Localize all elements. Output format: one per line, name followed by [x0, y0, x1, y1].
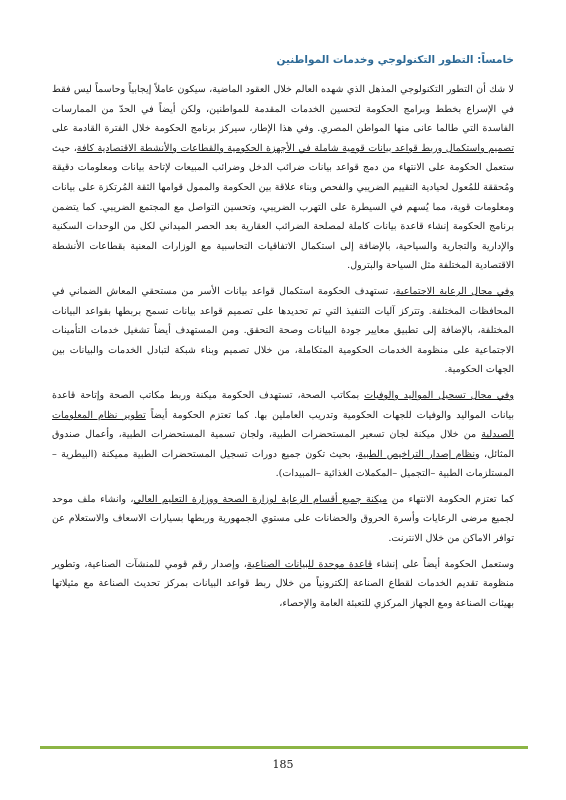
page-number: 185 — [272, 758, 294, 771]
paragraph-text: ، بحيث تكون جميع دورات تسجيل المستحضرات الطبية مميكنة (البيطرية –المستلزمات الطبية –التجميل –المكملات الغذائية –المبيدات). — [52, 448, 514, 480]
underlined-phrase: وفي مجال تسجيل المواليد والوفيات — [364, 389, 514, 401]
section-heading: خامساً: التطور التكنولوجي وخدمات المواطنين — [276, 54, 514, 66]
paragraph-text: وستعمل الحكومة أيضاً على إنشاء — [372, 558, 514, 570]
underlined-phrase: تطوير نظام المعلومات الصيدلية — [52, 409, 514, 441]
underlined-phrase: نظام إصدار التراخيص الطبية — [358, 448, 476, 460]
paragraph-text: ، حيث ستعمل الحكومة على الانتهاء من دمج قواعد بيانات ضرائب الدخل وضرائب المبيعات لإتاحة بيانات ومعلومات دقيقة ومُحققة للمُعول لحيادية التقييم الضريبي والفحص وبناء علاقة بين الحكومة والممول قوامها الثقة المُرتكزة على بيانات ومعلومات قوية، مما يُسهم في السيطرة على التهرب الضريبي، وتحسين التواصل مع المجتمع الضريبي. كما يتضمن برنامج الحكومة إنشاء قاعدة بيانات كاملة لمصلحة الضرائب العقارية بعد الحصر الميداني لكل من الوحدات السكنية والإدارية والتجارية والسياحية، بالإضافة إلى استكمال الاتفاقيات التحاسبية مع الوزارات المعنية بقطاعات الأنشطة الاقتصادية المختلفة مثل السياحة والبترول. — [52, 142, 514, 272]
paragraph-text: ، وإصدار رقم قومي للمنشآت الصناعية، وتطوير منظومة تقديم الخدمات لقطاع الصناعة إلكترونياً من خلال ربط قواعد البيانات بمركز تحديث الصناعة مع مثيلاتها بهيئات الصناعة ومع الجهاز المركزي للتعبئة العامة والإحصاء، — [52, 558, 514, 609]
paragraph-text: ، وانشاء ملف موحد لجميع مرضى الرعايات وأسرة الحروق والحضانات على مستوي الجمهورية وربطها بسيارات الاسعاف والاستعلام عن توافر الاماكن من خلال الانترنت. — [52, 493, 514, 545]
paragraph-health-care — [52, 490, 514, 549]
underlined-phrase: وفي مجال الرعاية الاجتماعية — [395, 285, 514, 297]
paragraph-industry — [52, 555, 514, 614]
footer-divider — [40, 746, 528, 749]
paragraph-tech-development — [52, 80, 514, 276]
paragraph-text: بمكاتب الصحة، تستهدف الحكومة ميكنة وربط مكاتب الصحة وإتاحة قاعدة بيانات المواليد والوفيات للجهات الحكومية وتدريب العاملين بها. كما تعتزم الحكومة أيضاً — [52, 389, 514, 421]
paragraph-births-deaths — [52, 386, 514, 484]
underlined-phrase: ميكنة جميع أقسام الرعاية لوزارة الصحة ووزارة التعليم العالي — [133, 493, 388, 505]
paragraph-text: لا شك أن التطور التكنولوجي المذهل الذي شهده العالم خلال العقود الماضية، سيكون عاملاً إيجابياً وحاسماً ليس فقط في الإسراع بخطط وبرامج الحكومة لتحسين الخدمات المقدمة للمواطنين، ولكن أيضاً في الحدّ من الممارسات الفاسدة التي طالما عانى منها المواطن المصري. وفي هذا الإطار، سيركز برنامج الحكومة خلال الفترة القادمة على — [52, 84, 514, 135]
paragraph-text: من خلال ميكنة لجان تسعير المستحضرات الطبية، ولجان تسمية المستحضرات الطبية، وأعمال صندوق المثائل، و — [52, 429, 514, 460]
paragraph-text: كما تعتزم الحكومة الانتهاء من — [387, 493, 514, 505]
document-page — [52, 54, 514, 754]
paragraph-social-care — [52, 282, 514, 380]
paragraph-text: ، تستهدف الحكومة استكمال قواعد بيانات الأسر من مستحقي المعاش الضماني في المحافظات المختلفة. وتتركز آليات التنفيذ التي تم تحديدها على تصميم قواعد بيانات تسمح بربطها بقواعد البيانات المختلفة، بالإضافة إلى تطبيق معايير جودة البيانات وصحة التحقق. ومن المستهدف أيضاً تشغيل خدمات التأمينات الاجتماعية على منظومة الخدمات الحكومية المتكاملة، من خلال تصميم وبناء شبكة لتبادل الخدمات والبيانات بين الجهات الحكومية. — [52, 285, 514, 376]
underlined-phrase: تصميم واستكمال وربط قواعد بيانات قومية شاملة في الأجهزة الحكومية والقطاعات والأنشطة الاقتصادية كافة — [76, 142, 514, 154]
underlined-phrase: قاعدة موحدة للبيانات الصناعية — [246, 558, 373, 570]
